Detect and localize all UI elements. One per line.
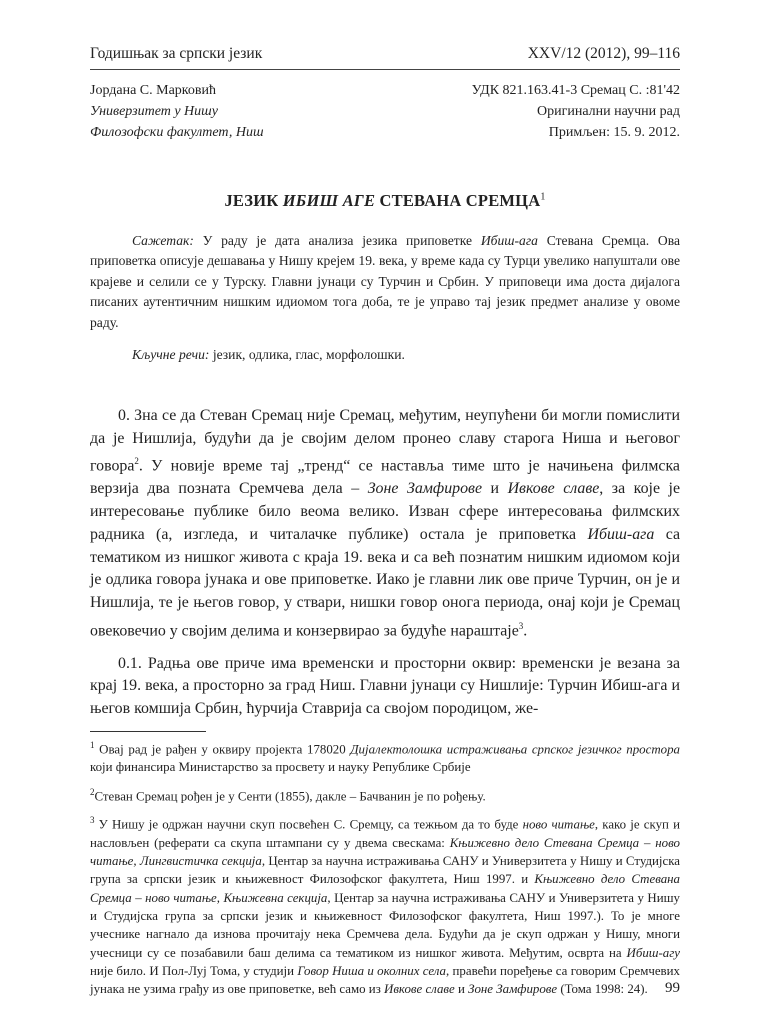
footnote-number: 1 <box>90 739 95 750</box>
work-title: Ибиш-ага <box>587 525 655 543</box>
classification-block <box>472 80 680 143</box>
footnote-text: , Центар за научна истраживања САНУ и Универзитета у Нишу и Студијска група за српски језик и књижевност Филозофског факултета, Ниш 1997. и <box>90 854 681 887</box>
footnote-italic: Дијалектолошка истраживања српског језичког простора <box>350 742 680 757</box>
abstract-label: Сажетак: <box>132 233 194 248</box>
article-meta <box>90 80 680 143</box>
footnote-italic: Говор Ниша и околних села <box>297 963 446 978</box>
footnote-text: Овај рад је рађен у оквиру пројекта 178020 <box>94 742 351 757</box>
article-type: Оригинални научни рад <box>537 104 680 119</box>
body-text: са тематиком из нишког живота с краја 19. века и са већ познатим нишким идиомом који је одлика говора јунака и ове приповетке. Иако је главни лик ове приче Турчин, он је и Нишлија, те је његов говор, у ствари, нишки говор онога периода, онај који је Сремац овековечио у својим делима и конзервирао за будуће нараштаје <box>90 525 680 639</box>
footnote-number: 3 <box>90 815 95 826</box>
footnote-ref[interactable]: 1 <box>540 191 546 203</box>
body-paragraph <box>90 653 680 721</box>
work-title: Зоне Замфирове <box>367 480 482 498</box>
footnote-italic: ново читање <box>522 817 595 832</box>
article-page <box>90 44 680 999</box>
keywords-text: језик, одлика, глас, морфолошки. <box>209 347 405 363</box>
footnote-text: (Тома 1998: 24). <box>557 982 648 997</box>
footnote-text: који финансира Министарство за просвету и науку Републике Србије <box>90 760 471 775</box>
keywords-label: Кључне речи: <box>132 347 210 363</box>
footnote-ref[interactable]: 2 <box>134 456 139 467</box>
header-rule <box>90 69 680 70</box>
title-work: ИБИШ АГЕ <box>282 191 376 210</box>
article-title <box>90 191 680 211</box>
footnote-text: и <box>454 982 469 997</box>
footnote-text: , како је скуп и насловљен (реферати са скупа штампани су у двема свескама: <box>90 817 680 850</box>
author-name: Јордана С. Марковић <box>90 83 216 98</box>
footnote-1 <box>90 736 680 777</box>
page-number: 99 <box>665 980 680 996</box>
title-part: СТЕВАНА СРЕМЦА <box>375 191 541 210</box>
abstract-work: Ибиш-ага <box>480 233 538 248</box>
body-text: 0. Зна се да Стеван Сремац није Сремац, међутим, неупућени би могли помислити да је Нишлија, будући да је својим делом пронео славу старога Ниша и његовог говора <box>90 407 680 475</box>
body-text: и <box>482 480 508 498</box>
abstract <box>90 231 680 333</box>
footnote-text: Стеван Сремац рођен је у Сенти (1855), дакле – Бачванин је по рођењу. <box>94 788 486 803</box>
body-text: 0.1. Радња ове приче има временски и просторни оквир: временски је везана за крај 19. века, а просторно за град Ниш. Главни јунаци су Нишлије: Турчин Ибиш-ага и његов комшија Србин, ћурчија Ставрија са својом породицом, же- <box>90 654 680 718</box>
article-body <box>90 405 680 721</box>
author-university: Универзитет у Нишу <box>90 104 218 119</box>
footnote-number: 2 <box>90 786 95 797</box>
footnote-italic: Зоне Замфирове <box>468 982 558 997</box>
footnote-italic: Ивкове славе <box>384 982 455 997</box>
body-paragraph <box>90 405 680 643</box>
footnote-text: , Центар за научна истраживања САНУ и Универзитета у Нишу и Студијска група за српски језик и књижевност Филозофског факултета, Ниш 1997.). То је многе учеснике нагнало да изнова прочитају нека Сремчева дела. Будући да је скуп одржан у Нишу, многи учесници су се позабавили баш делима са тематиком из нишког живота. Међутим, осврта на <box>90 890 680 960</box>
abstract-text: У раду је дата анализа језика приповетке <box>193 233 481 248</box>
footnote-2 <box>90 783 680 806</box>
abstract-text: Стевана Сремца. Ова приповетка описује дешавања у Нишу крејем 19. века, у време када су Турци увелико напуштали ове крајеве и селили се у Турску. Главни јунаци су Турчин и Србин. У приповеци има доста дијалога писаних аутентичним нишким идиомом тога доба, те је управо тај језик предмет анализе у овоме раду. <box>90 233 680 330</box>
footnote-italic: Ибиш-агу <box>626 945 680 960</box>
footnote-3 <box>90 811 680 998</box>
footnote-text: У Нишу је одржан научни скуп посвећен С. Сремцу, са тежњом да то буде <box>94 817 523 832</box>
received-date: Примљен: 15. 9. 2012. <box>548 125 680 140</box>
title-part: ЈЕЗИК <box>224 191 283 210</box>
keywords <box>90 345 680 365</box>
author-faculty: Филозофски факултет, Ниш <box>90 125 264 140</box>
footnote-rule <box>90 731 206 732</box>
author-block <box>90 80 264 143</box>
footnote-ref[interactable]: 3 <box>518 620 524 631</box>
work-title: Ивкове славе <box>507 480 600 498</box>
body-text: . <box>523 621 528 639</box>
footnote-italic: Књижевно дело Стевана Сремца – ново читање, Књижевна секција <box>90 872 680 905</box>
footnote-text: , правећи поређење са говорим Сремчевих јунака не узима грађу из ове приповетке, већ само из <box>90 963 680 997</box>
body-text: . У новије време тај „тренд“ се наставља тиме што је начињена филмска верзија два позната Сремчева дела – <box>90 457 680 498</box>
footnote-text: није било. И Пол-Луј Тома, у студији <box>90 963 298 978</box>
footnote-italic: Књижевно дело Стевана Сремца – ново читање, Лингвистичка секција <box>90 835 680 869</box>
body-text: , за које је интересовање публике било веома велико. Изван сфере интересовања филмских радника (а, изгледа, и читалачке публике) остала је приповетка <box>90 480 681 543</box>
running-header <box>90 44 680 64</box>
udk-code: УДК 821.163.41-3 Сремац С. :81'42 <box>471 83 680 98</box>
volume-info: XXV/12 (2012), 99–116 <box>527 45 680 62</box>
journal-name: Годишњак за српски језик <box>90 45 263 62</box>
